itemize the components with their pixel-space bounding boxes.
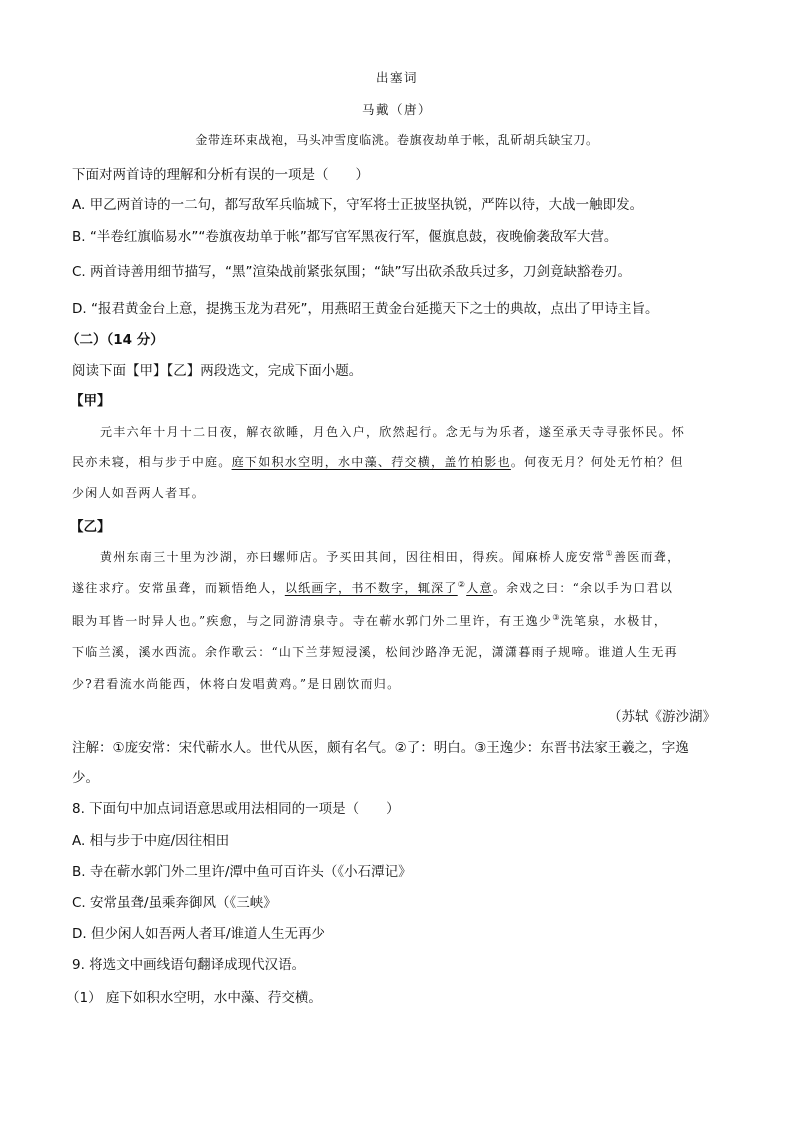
question-8-option-a: A. 相与步于中庭/因往相田 bbox=[72, 833, 230, 849]
yi-text: 洗笔泉，水极甘， bbox=[560, 614, 668, 628]
underlined-sentence: 人意 bbox=[466, 581, 493, 595]
yi-text: 遂往求疗。安常虽聋，而颖悟绝人， bbox=[72, 581, 285, 595]
passage-yi-line-2 bbox=[72, 579, 673, 596]
jia-text: 。何夜无月？何处无竹柏？但 bbox=[510, 455, 684, 469]
question-stem: 下面对两首诗的理解和分析有误的一项是（ ） bbox=[72, 167, 369, 183]
yi-text: 眼为耳皆一时异人也。”疾愈，与之同游清泉寺。寺在蕲水郭门外二里许，有王逸少 bbox=[72, 614, 553, 628]
passage-yi-line-3 bbox=[72, 612, 667, 629]
passage-jia-line-3: 少闲人如吾两人者耳。 bbox=[72, 486, 206, 500]
jia-text: 民亦未寝，相与步于中庭。 bbox=[72, 455, 232, 469]
yi-text: 黄州东南三十里为沙湖，亦曰螺师店。予买田其间，因往相田，得疾。闻麻桥人庞安常 bbox=[100, 550, 606, 564]
poem-author: 马戴（唐） bbox=[361, 102, 432, 117]
yi-text: 善医而聋， bbox=[613, 550, 681, 564]
option-b: B. “半卷红旗临易水”“卷旗夜劫单于帐”都写官军黑夜行军，偃旗息鼓，夜晚偷袭敌军大营。 bbox=[72, 229, 618, 245]
passage-yi-line-5: 少?君看流水尚能西，休将白发唱黄鸡。”是日剧饮而归。 bbox=[72, 677, 401, 691]
question-8-option-b: B. 寺在蕲水郭门外二里许/潭中鱼可百许头（《小石潭记》 bbox=[72, 864, 412, 880]
notes-line-1: 注解：①庞安常：宋代蕲水人。世代从医，颇有名气。②了：明白。③王逸少：东晋书法家王羲之，字逸 bbox=[72, 740, 689, 756]
question-8-stem: 8. 下面句中加点词语意思或用法相同的一项是（ ） bbox=[72, 801, 400, 817]
option-d: D. “报君黄金台上意，提携玉龙为君死”，用燕昭王黄金台延揽天下之士的典故，点出了甲诗主旨。 bbox=[72, 301, 659, 317]
question-9-stem: 9. 将选文中画线语句翻译成现代汉语。 bbox=[72, 957, 306, 973]
notes-line-2: 少。 bbox=[72, 770, 99, 786]
poem-title: 出塞词 bbox=[375, 70, 418, 85]
footnote-marker: ③ bbox=[552, 613, 561, 622]
underlined-sentence: 庭下如积水空明，水中藻、荇交横，盖竹柏影也 bbox=[231, 455, 511, 469]
question-8-option-d: D. 但少闲人如吾两人者耳/谁道人生无再少 bbox=[72, 926, 326, 942]
footnote-marker: ② bbox=[457, 580, 467, 589]
passage-source: （苏轼《游沙湖》 bbox=[608, 709, 716, 725]
option-a: A. 甲乙两首诗的一二句，都写敌军兵临城下，守军将士正披坚执锐，严阵以待，大战一触即发。 bbox=[72, 197, 644, 213]
passage-yi-line-1 bbox=[100, 548, 680, 565]
yi-text: 。余戏之曰：“余以手为口君以 bbox=[492, 581, 674, 595]
section-intro: 阅读下面【甲】【乙】两段选文，完成下面小题。 bbox=[72, 363, 363, 379]
poem-body: 金带连环束战袍，马头冲雪度临洮。卷旗夜劫单于帐，乱斫胡兵缺宝刀。 bbox=[195, 133, 599, 147]
footnote-marker: ① bbox=[605, 549, 614, 558]
option-c: C. 两首诗善用细节描写，“黑”渲染战前紧张氛围；“缺”写出砍杀敌兵过多，刀剑竟缺豁卷刃。 bbox=[72, 264, 631, 280]
section-heading: （二）（14 分） bbox=[66, 332, 164, 348]
passage-jia-line-2 bbox=[72, 453, 684, 470]
passage-jia-line-1: 元丰六年十月十二日夜，解衣欲睡，月色入户，欣然起行。念无与为乐者，遂至承天寺寻张怀民。怀 bbox=[100, 425, 686, 439]
passage-yi-label: 【乙】 bbox=[70, 519, 111, 535]
question-8-option-c: C. 安常虽聋/虽乘奔御风（《三峡》 bbox=[72, 895, 277, 911]
underlined-sentence: 以纸画字，书不数字，辄深了 bbox=[284, 581, 458, 595]
passage-jia-label: 【甲】 bbox=[70, 393, 111, 409]
question-9-sub-1: （1） 庭下如积水空明，水中藻、荇交横。 bbox=[66, 990, 322, 1006]
passage-yi-line-4: 下临兰溪，溪水西流。余作歌云：“山下兰芽短浸溪，松间沙路净无泥，潇潇暮雨子规啼。谁道人生无再 bbox=[72, 645, 678, 659]
